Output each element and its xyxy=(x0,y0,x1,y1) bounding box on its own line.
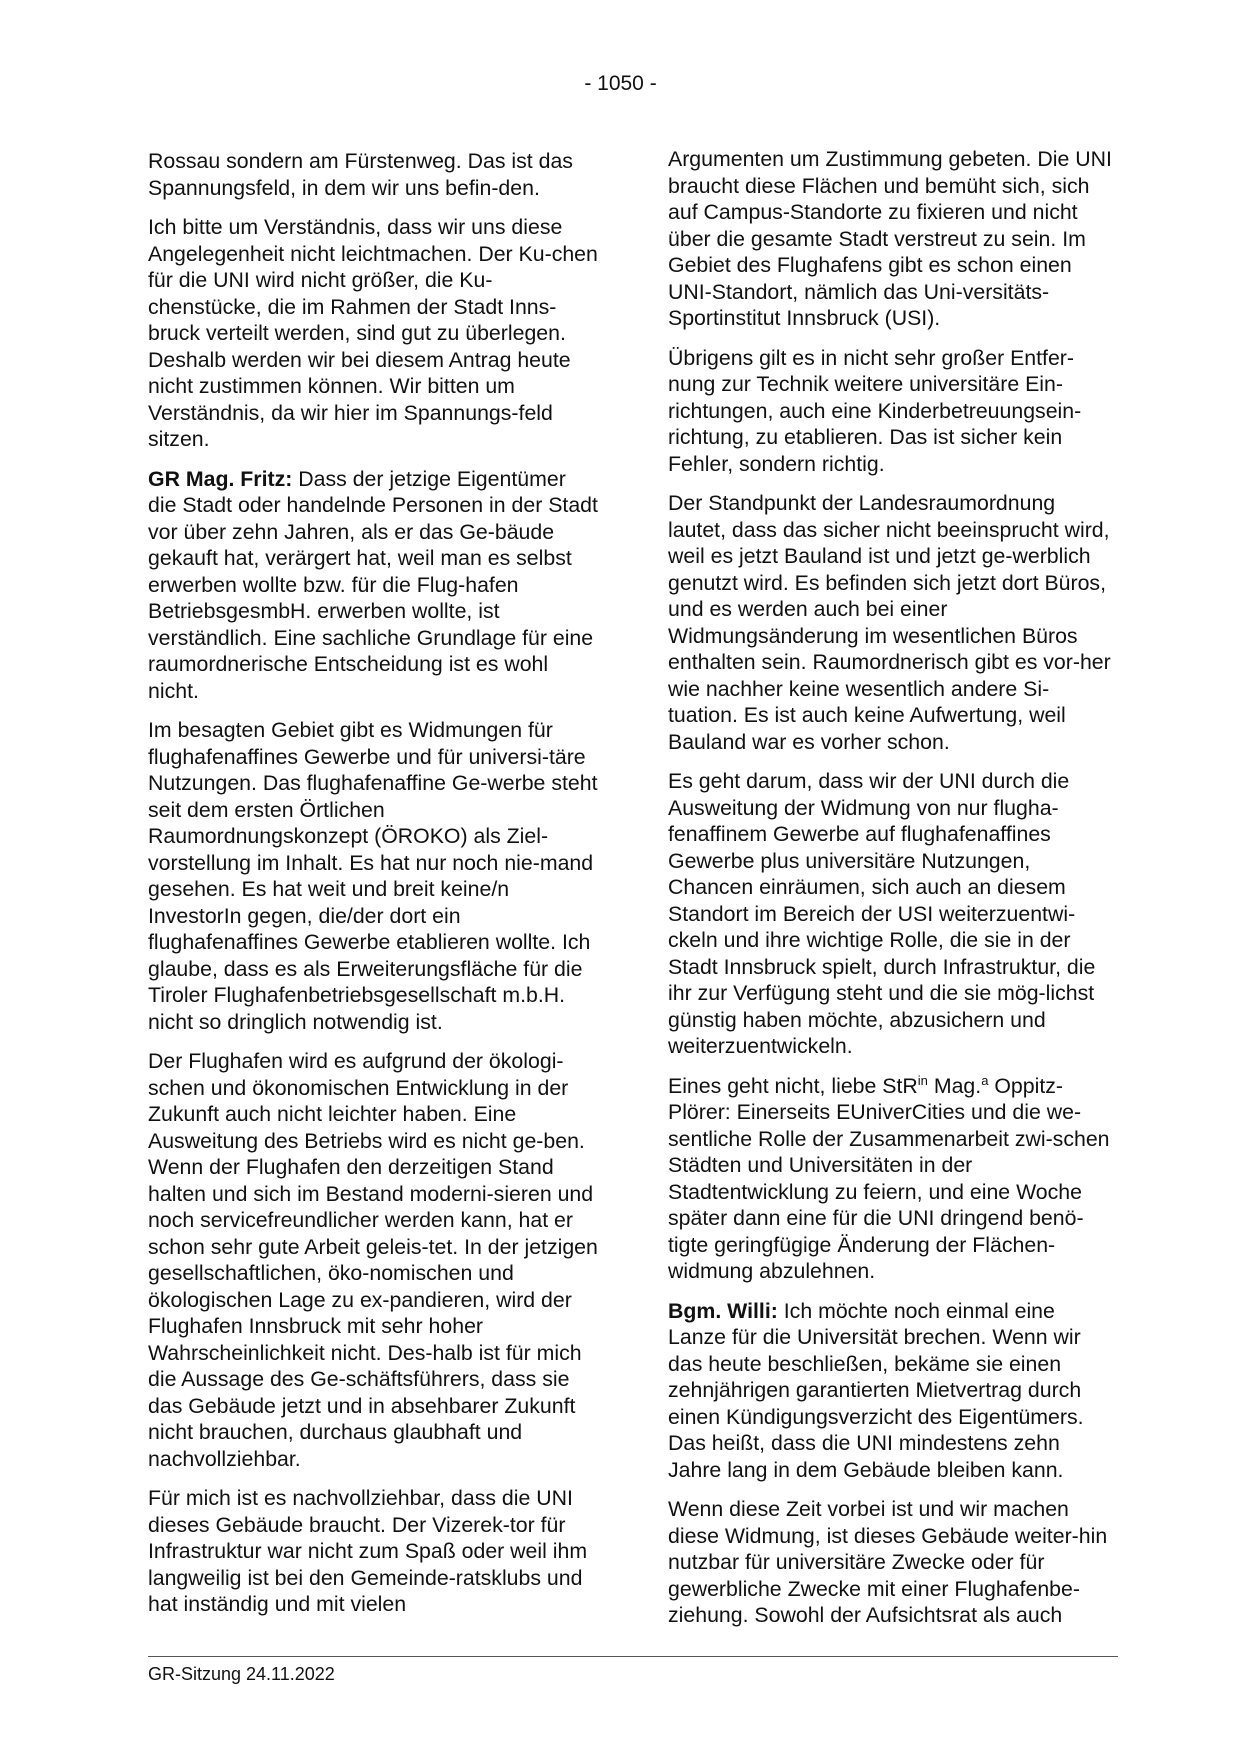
paragraph: Ich bitte um Verständnis, dass wir uns diese Angelegenheit nicht leichtmachen. Der Ku-chen für die UNI wird nicht größer, die Ku-chenstücke, die im Rahmen der Stadt Inns-bruck verteilt werden, sind gut zu überlegen. Deshalb werden wir bei diesem Antrag heute nicht zustimmen können. Wir bitten um Verständnis, da wir hier im Spannungs-feld sitzen. xyxy=(148,215,598,451)
paragraph: Im besagten Gebiet gibt es Widmungen für flughafenaffines Gewerbe und für universi-täre Nutzungen. Das flughafenaffine Ge-werbe steht seit dem ersten Örtlichen Raumordnungskonzept (ÖROKO) als Ziel-vorstellung im Inhalt. Es hat nur noch nie-mand gesehen. Es hat weit und breit keine/n InvestorIn gegen, die/der dort ein flughafenaffines Gewerbe etablieren wollte. Ich glaube, dass es als Erweiterungsfläche für die Tiroler Flughafenbetriebsgesellschaft m.b.H. nicht so dringlich notwendig ist. xyxy=(148,718,598,1034)
speaker-name: GR Mag. Fritz: xyxy=(148,466,293,491)
paragraph: Rossau sondern am Fürstenweg. Das ist das Spannungsfeld, in dem wir uns befin-den. xyxy=(148,149,573,200)
right-column xyxy=(668,146,1118,1642)
paragraph xyxy=(668,1073,1118,1285)
speech-text: Ich möchte noch einmal eine Lanze für die Universität brechen. Wenn wir das heute beschließen, bekäme sie einen zehnjährigen garantierten Mietvertrag durch einen Kündigungsverzicht des Eigentümers. Das heißt, dass die UNI mindestens zehn Jahre lang in dem Gebäude bleiben kann. xyxy=(668,1298,1084,1482)
paragraph: Für mich ist es nachvollziehbar, dass die UNI dieses Gebäude braucht. Der Vizerek-tor für Infrastruktur war nicht zum Spaß oder weil ihm langweilig ist bei den Gemeinde-ratsklubs und hat inständig und mit vielen xyxy=(148,1486,588,1616)
speaker-name: Bgm. Willi: xyxy=(668,1298,778,1323)
superscript: a xyxy=(981,1072,989,1088)
paragraph xyxy=(668,1298,1118,1484)
footer-divider xyxy=(148,1656,1118,1657)
speech-text: Dass der jetzige Eigentümer die Stadt oder handelnde Personen in der Stadt vor über zehn Jahren, als er das Ge-bäude gekauft hat, verärgert hat, weil man es selbst erwerben wollte bzw. für die Flug-hafen BetriebsgesmbH. erwerben wollte, ist verständlich. Eine sachliche Grundlage für eine raumordnerische Entscheidung ist es wohl nicht. xyxy=(148,466,598,703)
text-run: Eines geht nicht, liebe StR xyxy=(668,1073,918,1098)
superscript: in xyxy=(917,1072,928,1088)
paragraph: Argumenten um Zustimmung gebeten. Die UNI braucht diese Flächen und bemüht sich, sich auf Campus-Standorte zu fixieren und nicht über die gesamte Stadt verstreut zu sein. Im Gebiet des Flughafens gibt es schon einen UNI-Standort, nämlich das Uni-versitäts-Sportinstitut Innsbruck (USI). xyxy=(668,147,1112,330)
text-run: Oppitz-Plörer: Einerseits EUniverCities und die we-sentliche Rolle der Zusammenarbeit zwi-schen Städten und Universitäten in der Stadtentwicklung zu feiern, und eine Woche später dann eine für die UNI dringend benö-tigte geringfügige Änderung der Flächen-widmung abzulehnen. xyxy=(668,1073,1110,1283)
paragraph xyxy=(148,466,598,705)
text-run: Mag. xyxy=(927,1073,982,1098)
paragraph: Es geht darum, dass wir der UNI durch die Ausweitung der Widmung von nur flugha-fenaffinem Gewerbe auf flughafenaffines Gewerbe plus universitäre Nutzungen, Chancen einräumen, sich auch an diesem Standort im Bereich der USI weiterzuentwi-ckeln und ihre wichtige Rolle, die sie in der Stadt Innsbruck spielt, durch Infrastruktur, die ihr zur Verfügung steht und die sie mög-lichst günstig haben möchte, abzusichern und weiterzuentwickeln. xyxy=(668,769,1096,1058)
paragraph: Der Standpunkt der Landesraumordnung lautet, dass das sicher nicht beeinsprucht wird, weil es jetzt Bauland ist und jetzt ge-werblich genutzt wird. Es befinden sich jetzt dort Büros, und es werden auch bei einer Widmungsänderung im wesentlichen Büros enthalten sein. Raumordnerisch gibt es vor-her wie nachher keine wesentlich andere Si-tuation. Es ist auch keine Aufwertung, weil Bauland war es vorher schon. xyxy=(668,491,1111,754)
paragraph: Der Flughafen wird es aufgrund der ökologi-schen und ökonomischen Entwicklung in der Zukunft auch nicht leichter haben. Eine Ausweitung des Betriebs wird es nicht ge-ben. Wenn der Flughafen den derzeitigen Stand halten und sich im Bestand moderni-sieren und noch servicefreundlicher werden kann, hat er schon sehr gute Arbeit geleis-tet. In der jetzigen gesellschaftlichen, öko-nomischen und ökologischen Lage zu ex-pandieren, wird der Flughafen Innsbruck mit sehr hoher Wahrscheinlichkeit nicht. Des-halb ist für mich die Aussage des Ge-schäftsführers, dass sie das Gebäude jetzt und in absehbarer Zukunft nicht brauchen, durchaus glaubhaft und nachvollziehbar. xyxy=(148,1049,598,1471)
page-number: - 1050 - xyxy=(584,72,657,95)
footer-session-date: GR-Sitzung 24.11.2022 xyxy=(148,1664,335,1684)
paragraph: Wenn diese Zeit vorbei ist und wir machen diese Widmung, ist dieses Gebäude weiter-hin nutzbar für universitäre Zwecke oder für gewerbliche Zwecke mit einer Flughafenbe-ziehung. Sowohl der Aufsichtsrat als auch xyxy=(668,1497,1108,1627)
paragraph: Übrigens gilt es in nicht sehr großer Entfer-nung zur Technik weitere universitäre Ein-richtungen, auch eine Kinderbetreuungsein-richtung, zu etablieren. Das ist sicher kein Fehler, sondern richtig. xyxy=(668,345,1082,476)
left-column xyxy=(148,148,598,1631)
